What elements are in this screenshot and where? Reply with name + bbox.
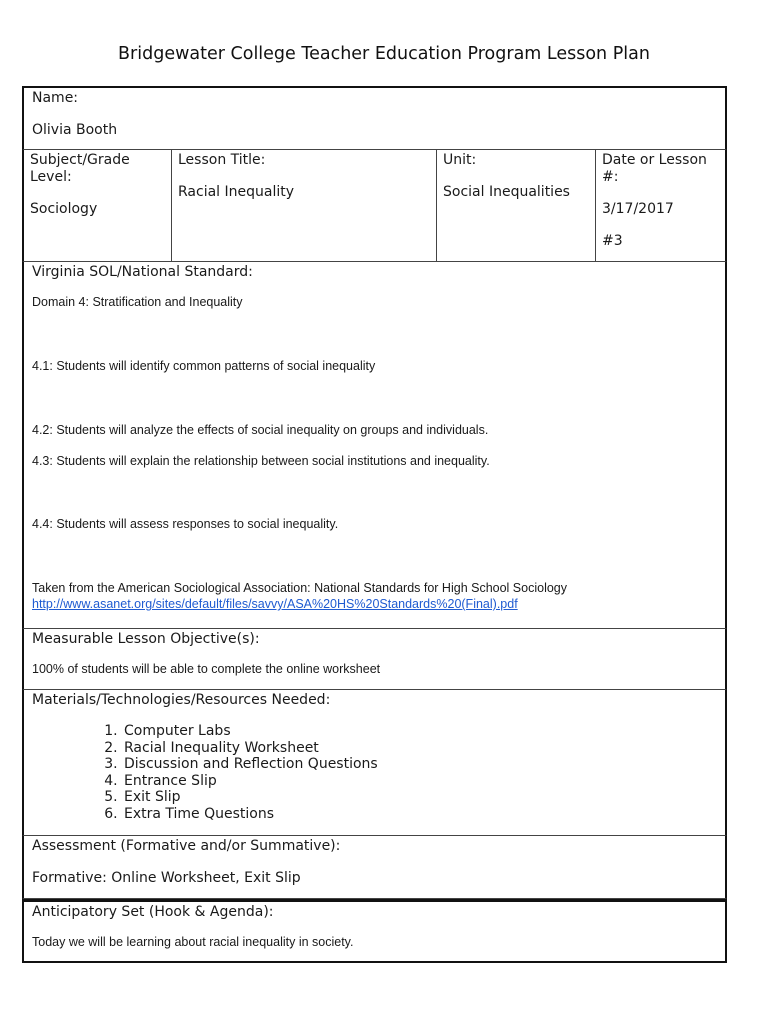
list-item: 5. Exit Slip (122, 789, 717, 806)
anticipatory-label: Anticipatory Set (Hook & Agenda): (32, 904, 274, 920)
unit-cell (437, 150, 596, 261)
lesson-title-value: Racial Inequality (178, 184, 295, 200)
date-cell (596, 150, 725, 261)
list-item: 1. Computer Labs (122, 723, 717, 740)
standards-link[interactable]: http://www.asanet.org/sites/default/files/savvy/ASA%20HS%20Standards%20(Final).pdf (32, 597, 518, 611)
objective-section (22, 629, 727, 690)
standards-section (22, 262, 727, 629)
lesson-title-cell (172, 150, 437, 261)
list-item: 6. Extra Time Questions (122, 806, 717, 823)
objective-label: Measurable Lesson Objective(s): (32, 631, 260, 647)
unit-value: Social Inequalities (443, 184, 570, 200)
list-item: 3. Discussion and Reflection Questions (122, 756, 717, 773)
subject-label: Subject/Grade Level: (30, 152, 130, 185)
unit-label: Unit: (443, 152, 477, 168)
standard-4-2: 4.2: Students will analyze the effects of social inequality on groups and individuals. (32, 423, 489, 437)
assessment-label: Assessment (Formative and/or Summative): (32, 838, 341, 854)
page-title: Bridgewater College Teacher Education Program Lesson Plan (118, 44, 650, 64)
lesson-info-row (22, 150, 727, 262)
lesson-plan-table (22, 86, 727, 963)
standard-4-4: 4.4: Students will assess responses to social inequality. (32, 517, 339, 531)
assessment-section (22, 836, 727, 899)
anticipatory-section (22, 899, 727, 963)
objective-text: 100% of students will be able to complete the online worksheet (32, 662, 381, 676)
name-section (22, 86, 727, 150)
standards-source: Taken from the American Sociological Association: National Standards for High School Sociology (32, 581, 568, 595)
subject-value: Sociology (30, 201, 98, 217)
list-item: 4. Entrance Slip (122, 773, 717, 790)
materials-section (22, 690, 727, 836)
date-value: 3/17/2017 (602, 201, 674, 217)
subject-cell (24, 150, 172, 261)
standard-4-1: 4.1: Students will identify common patterns of social inequality (32, 359, 376, 373)
lesson-title-label: Lesson Title: (178, 152, 266, 168)
name-value: Olivia Booth (32, 122, 118, 138)
name-label: Name: (32, 90, 79, 106)
anticipatory-text: Today we will be learning about racial inequality in society. (32, 935, 354, 949)
standards-label: Virginia SOL/National Standard: (32, 264, 253, 280)
standard-domain: Domain 4: Stratification and Inequality (32, 295, 243, 309)
materials-label: Materials/Technologies/Resources Needed: (32, 692, 331, 708)
standard-4-3: 4.3: Students will explain the relationship between social institutions and inequality. (32, 454, 490, 468)
assessment-text: Formative: Online Worksheet, Exit Slip (32, 870, 301, 886)
materials-list (32, 723, 717, 823)
lesson-number: #3 (602, 233, 623, 249)
date-label: Date or Lesson #: (602, 152, 707, 185)
list-item: 2. Racial Inequality Worksheet (122, 740, 717, 757)
